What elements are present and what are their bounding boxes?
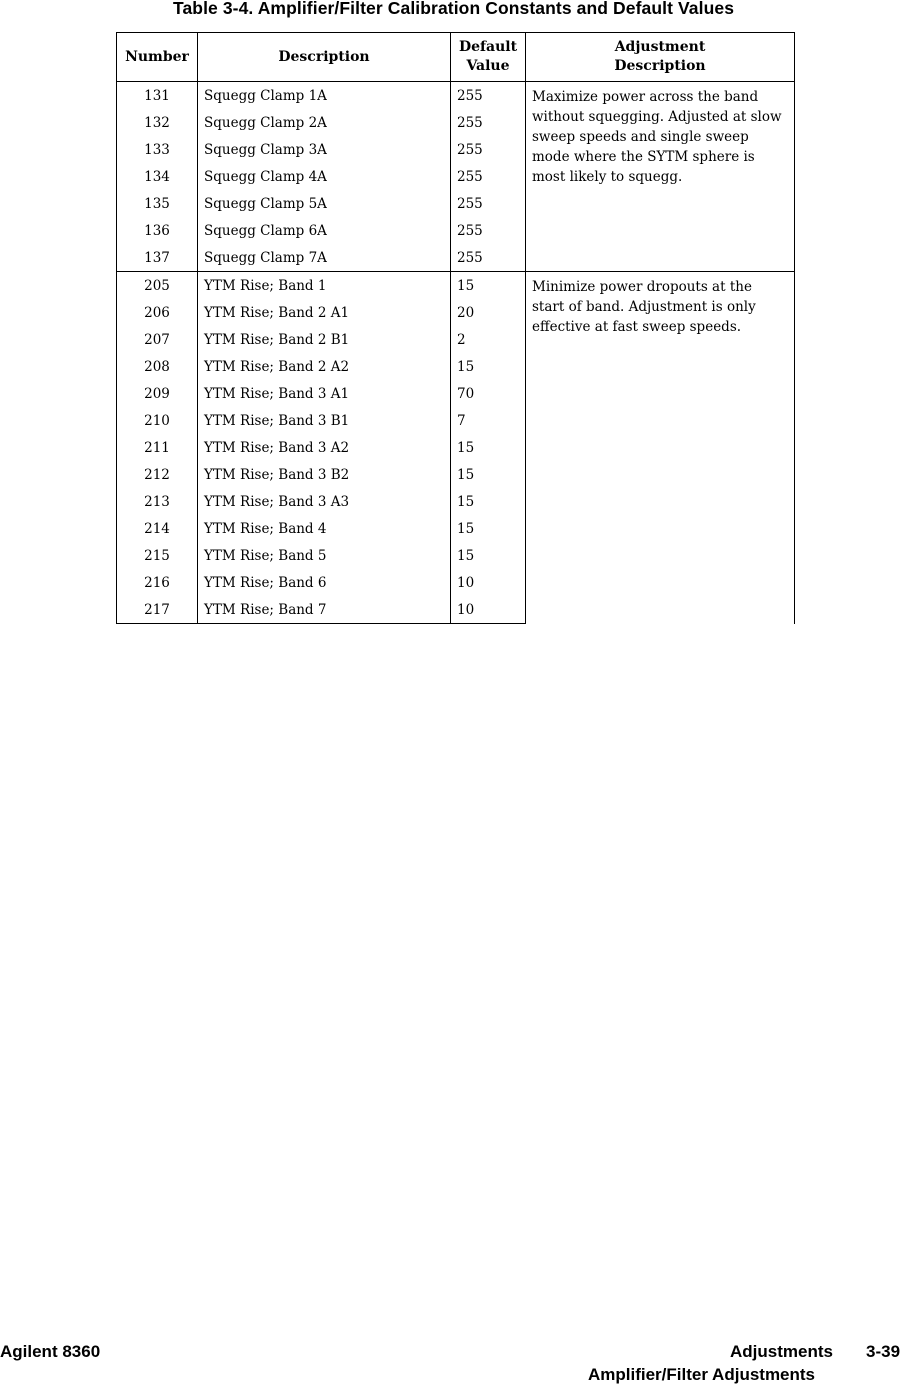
header-default-value [451,33,526,82]
cell-default-value: 255 [451,163,526,190]
cell-description: YTM Rise; Band 3 A3 [198,488,451,515]
cell-description: YTM Rise; Band 7 [198,596,451,624]
cell-default-value: 255 [451,136,526,163]
calibration-table [116,32,795,624]
cell-default-value: 2 [451,326,526,353]
cell-number: 137 [117,244,198,272]
cell-number: 210 [117,407,198,434]
cell-description: Squegg Clamp 3A [198,136,451,163]
cell-description: YTM Rise; Band 1 [198,272,451,300]
header-adjustment-line1: Adjustment [614,39,706,55]
cell-description: YTM Rise; Band 3 A1 [198,380,451,407]
table-title: Table 3-4. Amplifier/Filter Calibration Constants and Default Values [172,0,735,18]
cell-description: YTM Rise; Band 4 [198,515,451,542]
cell-default-value: 255 [451,82,526,110]
cell-description: YTM Rise; Band 3 B2 [198,461,451,488]
table-row [117,272,795,300]
cell-number: 213 [117,488,198,515]
cell-number: 206 [117,299,198,326]
header-default-line2: Value [466,58,510,74]
header-description: Description [198,33,451,82]
footer-product: Agilent 8360 [0,1342,101,1361]
cell-description: YTM Rise; Band 2 A2 [198,353,451,380]
cell-default-value: 15 [451,515,526,542]
cell-default-value: 10 [451,596,526,624]
cell-number: 209 [117,380,198,407]
header-adjustment-line2: Description [614,58,706,74]
cell-number: 211 [117,434,198,461]
header-default-line1: Default [458,39,518,55]
cell-default-value: 255 [451,244,526,272]
cell-description: Squegg Clamp 1A [198,82,451,110]
cell-default-value: 20 [451,299,526,326]
footer-subsection: Amplifier/Filter Adjustments [588,1365,816,1384]
cell-description: Squegg Clamp 6A [198,217,451,244]
cell-adjustment-description: Minimize power dropouts at the start of band. Adjustment is only effective at fast sweep speeds. [526,272,795,624]
cell-default-value: 7 [451,407,526,434]
cell-default-value: 15 [451,461,526,488]
cell-number: 136 [117,217,198,244]
cell-default-value: 255 [451,217,526,244]
cell-number: 207 [117,326,198,353]
cell-number: 135 [117,190,198,217]
cell-default-value: 15 [451,272,526,300]
cell-adjustment-description: Maximize power across the band without squegging. Adjusted at slow sweep speeds and single sweep mode where the SYTM sphere is most likely to squegg. [526,82,795,272]
cell-number: 214 [117,515,198,542]
cell-number: 205 [117,272,198,300]
footer-section: Adjustments [730,1342,833,1361]
cell-description: YTM Rise; Band 3 B1 [198,407,451,434]
cell-description: Squegg Clamp 4A [198,163,451,190]
cell-default-value: 15 [451,353,526,380]
cell-default-value: 15 [451,488,526,515]
cell-description: Squegg Clamp 2A [198,109,451,136]
cell-number: 131 [117,82,198,110]
header-adjustment-description [526,33,795,82]
cell-number: 212 [117,461,198,488]
cell-default-value: 255 [451,109,526,136]
cell-default-value: 70 [451,380,526,407]
cell-default-value: 15 [451,542,526,569]
cell-default-value: 15 [451,434,526,461]
cell-description: YTM Rise; Band 2 A1 [198,299,451,326]
cell-number: 134 [117,163,198,190]
footer-page-number: 3-39 [866,1342,901,1361]
cell-default-value: 255 [451,190,526,217]
cell-description: Squegg Clamp 7A [198,244,451,272]
cell-number: 217 [117,596,198,624]
cell-number: 208 [117,353,198,380]
cell-number: 215 [117,542,198,569]
cell-description: YTM Rise; Band 6 [198,569,451,596]
header-number: Number [117,33,198,82]
table-body [117,82,795,624]
cell-description: Squegg Clamp 5A [198,190,451,217]
cell-description: YTM Rise; Band 2 B1 [198,326,451,353]
cell-description: YTM Rise; Band 3 A2 [198,434,451,461]
cell-number: 132 [117,109,198,136]
cell-description: YTM Rise; Band 5 [198,542,451,569]
cell-default-value: 10 [451,569,526,596]
table-row [117,82,795,110]
header-row [117,33,795,82]
cell-number: 133 [117,136,198,163]
cell-number: 216 [117,569,198,596]
